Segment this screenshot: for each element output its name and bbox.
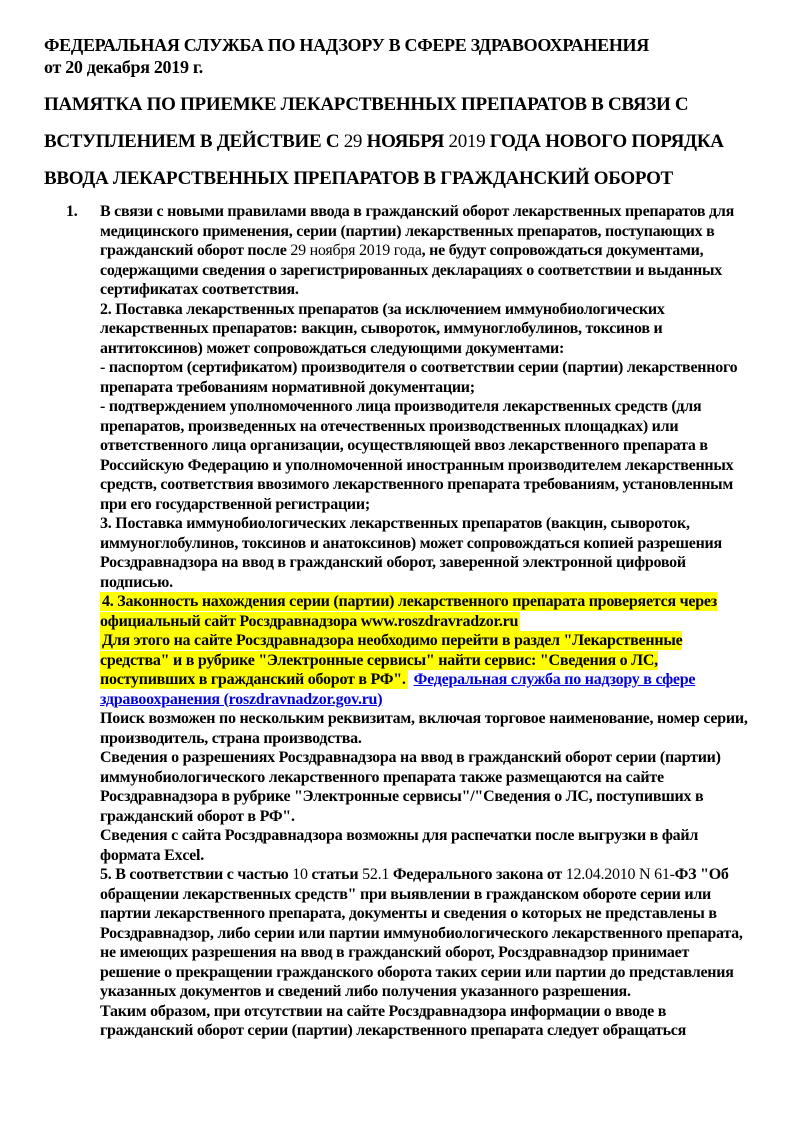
title-number: 2019: [448, 131, 486, 152]
bullet-confirmation: - подтверждением уполномоченного лица производителя лекарственных средств (для препаратов, произведенных на отечественных производственных площадках) или ответственного лица организации, осуществляющей ввоз лекарственного препарата в Российскую Федерацию и уполномоченной иностранным производителем лекарственных средств, соответствия ввозимого лекарственного препарата требованиям, установленным при его государственной регистрации;: [100, 398, 734, 513]
org-name: ФЕДЕРАЛЬНАЯ СЛУЖБА ПО НАДЗОРУ В СФЕРЕ ЗДРАВООХРАНЕНИЯ: [44, 35, 649, 55]
title-text: НОЯБРЯ: [362, 131, 449, 152]
title-text: ВСТУПЛЕНИЕМ В ДЕЙСТВИЕ С: [44, 131, 344, 152]
paragraph-conclusion: Таким образом, при отсутствии на сайте Росздравнадзора информации о вводе в гражданский оборот серии (партии) лекарственного препарата следует обращаться: [100, 1002, 687, 1039]
doc-title: [44, 86, 754, 197]
paragraph-text: 5. В соответствии с частью: [100, 866, 293, 883]
body-text: [66, 202, 750, 1041]
doc-title-line-1: ПАМЯТКА ПО ПРИЕМКЕ ЛЕКАРСТВЕННЫХ ПРЕПАРАТОВ В СВЯЗИ С: [44, 94, 689, 115]
list-number: 1.: [66, 203, 78, 220]
paragraph-search: Поиск возможен по нескольким реквизитам, включая торговое наименование, номер серии, производитель, страна производства.: [100, 710, 748, 747]
paragraph-text: , не будут сопровождаться документами, содержащими сведения о зарегистрированных декларациях о соответствии и выданных сертификатах соответствия.: [100, 242, 722, 298]
paragraph-text: Федерального закона от: [389, 866, 566, 883]
highlight-paragraph-4: [100, 592, 750, 631]
doc-title-line-2: [44, 123, 754, 160]
doc-date: от 20 декабря 2019 г.: [44, 57, 203, 77]
inline-date: 29 ноября 2019 года: [290, 242, 422, 259]
paragraph-permissions: Сведения о разрешениях Росздравнадзора на ввод в гражданский оборот серии (партии) иммунобиологического лекарственного препарата также размещаются на сайте Росздравнадзора в рубрике "Электронные сервисы"/"Сведения о ЛС, поступивших в гражданский оборот в РФ".: [100, 749, 721, 825]
paragraph-text: В связи с новыми правилами ввода в гражданский оборот лекарственных препаратов для медицинского применения, серии (партии) лекарственных препаратов, поступающих в гражданский оборот после: [100, 203, 734, 259]
highlighted-text: Для этого на сайте Росздравнадзора необходимо перейти в раздел "Лекарственные средства" и в рубрике "Электронные сервисы" найти сервис: "Сведения о ЛС, поступивших в гражданский оборот в РФ".: [100, 632, 683, 688]
inline-number: 52.1: [362, 866, 390, 883]
paragraph-text: статьи: [307, 866, 363, 883]
paragraph-excel: Сведения с сайта Росздравнадзора возможны для распечатки после выгрузки в файл формата Excel.: [100, 827, 699, 864]
list-item-1: [66, 202, 750, 300]
bullet-passport: - паспортом (сертификатом) производителя о соответствии серии (партии) лекарственного препарата требованиям нормативной документации;: [100, 359, 738, 396]
paragraph-5: [100, 865, 750, 1002]
paragraph-2: 2. Поставка лекарственных препаратов (за исключением иммунобиологических лекарственных препаратов: вакцин, сывороток, иммуноглобулинов, токсинов и антитоксинов) может сопровождаться следующими документами:: [100, 300, 665, 357]
highlight-paragraph-instructions: [100, 631, 750, 709]
inline-number: 10: [292, 866, 308, 883]
title-text: ГОДА НОВОГО ПОРЯДКА: [485, 131, 724, 152]
title-number: 29: [343, 131, 363, 152]
doc-title-line-3: ВВОДА ЛЕКАРСТВЕННЫХ ПРЕПАРАТОВ В ГРАЖДАНСКИЙ ОБОРОТ: [44, 168, 673, 189]
roszdravnadzor-link[interactable]: Федеральная служба по надзору в сфере здравоохранения (roszdravnadzor.gov.ru): [100, 671, 696, 708]
paragraph-text: ФЗ "Об обращении лекарственных средств" при выявлении в гражданском обороте серии или партии лекарственного препарата, документы и сведения о которых не представлены в Росздравнадзор, либо серии или партии иммунобиологического лекарственного препарата, не имеющих разрешения на ввод в гражданский оборот, Росздравнадзор принимает решение о прекращении гражданского оборота таких серии или партии до представления указанных документов и сведений либо получения указанного разрешения.: [100, 866, 743, 1000]
paragraph-3: 3. Поставка иммунобиологических лекарственных препаратов (вакцин, сывороток, иммуноглобулинов, токсинов и анатоксинов) может сопровождаться копией разрешения Росздравнадзора на ввод в гражданский оборот, заверенной электронной цифровой подписью.: [100, 515, 722, 591]
inline-number: 12.04.2010 N 61-: [565, 866, 675, 883]
highlighted-text: 4. Законность нахождения серии (партии) лекарственного препарата проверяется через официальный сайт Росздравнадзора www.roszdravradzor.ru: [100, 593, 717, 630]
